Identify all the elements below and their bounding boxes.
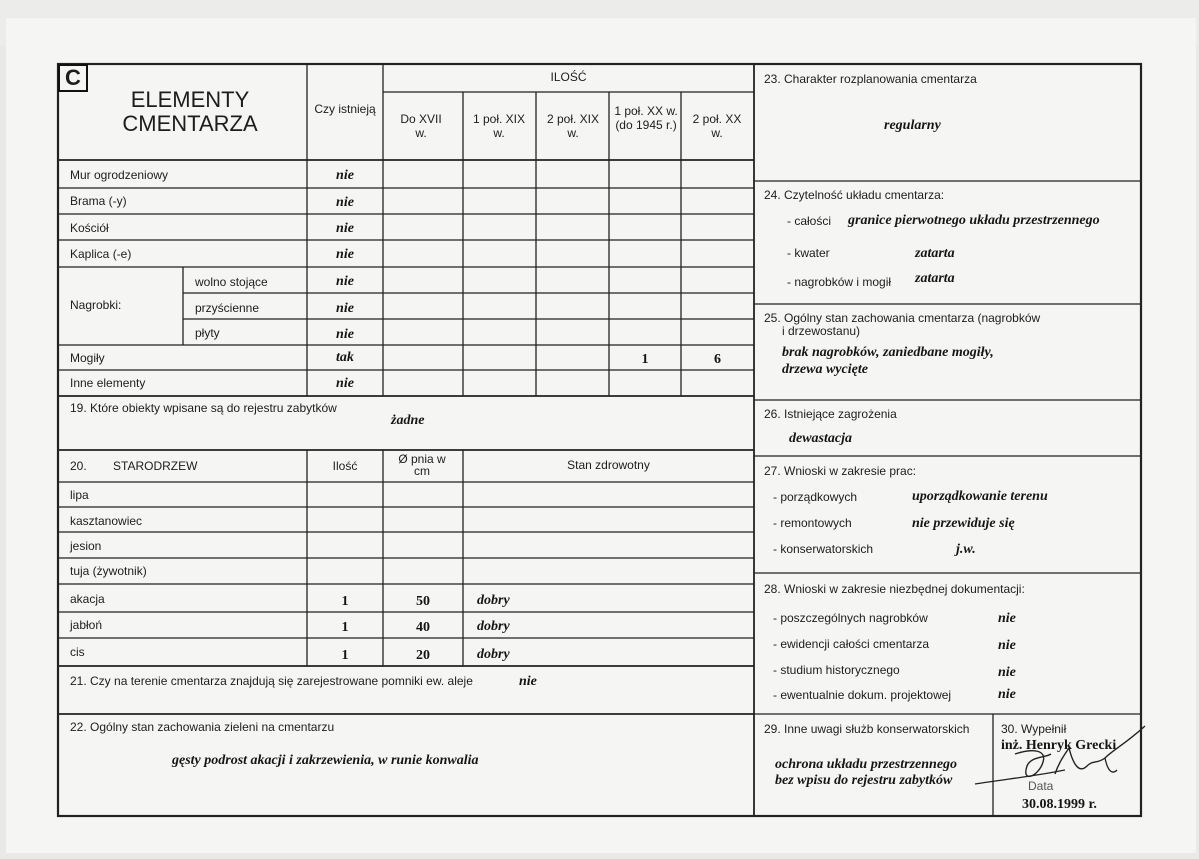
period-header-4: 1 poł. XX w. (do 1945 r.) (614, 104, 678, 132)
quantity-header: ILOŚĆ (550, 70, 587, 84)
tree-name: jabłoń (70, 618, 103, 632)
tree-count: 1 (341, 594, 349, 609)
q26-answer: dewastacja (789, 431, 852, 446)
element-exists: nie (336, 247, 354, 262)
q25-answer-cont: drzewa wycięte (782, 362, 868, 377)
q27-item-answer: uporządkowanie terenu (912, 489, 1048, 504)
tree-name: cis (70, 645, 85, 659)
tree-diameter: 40 (416, 620, 430, 635)
element-label: Inne elementy (70, 376, 146, 390)
q23-answer: regularny (884, 118, 941, 133)
q28-item-answer: nie (998, 665, 1016, 680)
element-period-count: 6 (714, 352, 721, 367)
q28-item-label: - ewidencji całości cmentarza (773, 637, 930, 651)
q24-item-answer: zatarta (915, 271, 955, 286)
exists-header: Czy istnieją (314, 102, 376, 116)
date-label: Data (1028, 779, 1054, 793)
element-exists: nie (336, 274, 354, 289)
q29-label: 29. Inne uwagi służb konserwatorskich (764, 722, 970, 736)
q28-item-answer: nie (998, 638, 1016, 653)
tree-diameter: 20 (416, 648, 430, 663)
q28-item-answer: nie (998, 687, 1016, 702)
trees-diameter-header: Ø pnia w cm (398, 452, 446, 478)
q27-item-label: - konserwatorskich (773, 542, 874, 556)
q23-label: 23. Charakter rozplanowania cmentarza (764, 72, 977, 86)
q28-item-label: - studium historycznego (773, 663, 900, 677)
filled-by-name: inż. Henryk Grecki (1001, 738, 1117, 753)
tree-diameter: 50 (416, 594, 430, 609)
element-exists: nie (336, 221, 354, 236)
q30-label: 30. Wypełnił (1001, 722, 1067, 736)
element-label: Mogiły (70, 351, 105, 365)
q24-label: 24. Czytelność układu cmentarza: (764, 188, 945, 202)
q29-answer-cont: bez wpisu do rejestru zabytków (775, 773, 953, 788)
q28-item-label: - poszczególnych nagrobków (773, 611, 928, 625)
q28-label: 28. Wnioski w zakresie niezbędnej dokumentacji: (764, 582, 1025, 596)
tree-count: 1 (341, 648, 349, 663)
form-title: ELEMENTY CMENTARZA (122, 87, 258, 136)
nagrobki-label: Nagrobki: (70, 298, 122, 312)
q24-item-label: - kwater (787, 246, 830, 260)
tree-state: dobry (477, 647, 510, 662)
element-label: Kościół (70, 221, 109, 235)
q27-item-label: - porządkowych (773, 490, 858, 504)
q27-item-label: - remontowych (773, 516, 852, 530)
element-label: przyścienne (195, 301, 260, 315)
tree-name: kasztanowiec (70, 514, 143, 528)
q24-item-answer: zatarta (915, 246, 955, 261)
q25-label-cont: i drzewostanu) (782, 324, 861, 338)
tree-name: akacja (70, 592, 105, 606)
q21-answer: nie (519, 674, 537, 689)
tree-name: lipa (70, 488, 89, 502)
period-header-5: 2 poł. XX w. (692, 112, 742, 140)
section-letter-box: C (58, 64, 88, 92)
element-exists: nie (336, 376, 354, 391)
tree-state: dobry (477, 619, 510, 634)
q24-item-answer: granice pierwotnego układu przestrzennego (848, 213, 1100, 228)
tree-name: jesion (70, 539, 102, 553)
q24-item-label: - całości (787, 214, 832, 228)
period-header-2: 1 poł. XIX w. (472, 112, 526, 140)
q21-label: 21. Czy na terenie cmentarza znajdują się zarejestrowane pomniki ew. aleje (70, 674, 473, 688)
q22-label: 22. Ogólny stan zachowania zieleni na cmentarzu (70, 720, 335, 734)
q22-answer: gęsty podrost akacji i zakrzewienia, w runie konwalia (172, 753, 479, 768)
period-header-3: 2 poł. XIX w. (546, 112, 600, 140)
element-exists: nie (336, 168, 354, 183)
date-value: 30.08.1999 r. (1022, 797, 1097, 812)
element-period-count: 1 (641, 352, 649, 367)
q27-item-answer: j.w. (956, 542, 976, 557)
q26-label: 26. Istniejące zagrożenia (764, 407, 897, 421)
q25-label: 25. Ogólny stan zachowania cmentarza (nagrobków (764, 311, 1041, 325)
trees-state-header: Stan zdrowotny (567, 458, 650, 472)
q28-item-label: - ewentualnie dokum. projektowej (773, 688, 952, 702)
trees-header: STARODRZEW (113, 459, 198, 473)
trees-number: 20. (70, 459, 87, 473)
period-header-1: Do XVII w. (400, 112, 442, 140)
element-label: Brama (-y) (70, 194, 127, 208)
tree-count: 1 (341, 620, 349, 635)
element-label: płyty (195, 326, 220, 340)
element-label: Mur ogrodzeniowy (70, 168, 169, 182)
trees-count-header: Ilość (332, 459, 358, 473)
q29-answer: ochrona układu przestrzennego (775, 757, 958, 772)
q27-label: 27. Wnioski w zakresie prac: (764, 464, 917, 478)
tree-name: tuja (żywotnik) (70, 564, 147, 578)
signature (955, 718, 1155, 798)
element-exists: nie (336, 195, 354, 210)
tree-state: dobry (477, 593, 510, 608)
q19-label: 19. Które obiekty wpisane są do rejestru zabytków (70, 401, 337, 415)
q28-item-answer: nie (998, 611, 1016, 626)
element-label: Kaplica (-e) (70, 247, 132, 261)
q25-answer: brak nagrobków, zaniedbane mogiły, (782, 345, 994, 360)
q24-item-label: - nagrobków i mogił (787, 275, 892, 289)
element-exists: tak (336, 350, 354, 365)
element-exists: nie (336, 301, 354, 316)
element-exists: nie (336, 327, 354, 342)
element-label: wolno stojące (195, 275, 268, 289)
q19-answer: żadne (391, 413, 425, 428)
q27-item-answer: nie przewiduje się (912, 516, 1015, 531)
